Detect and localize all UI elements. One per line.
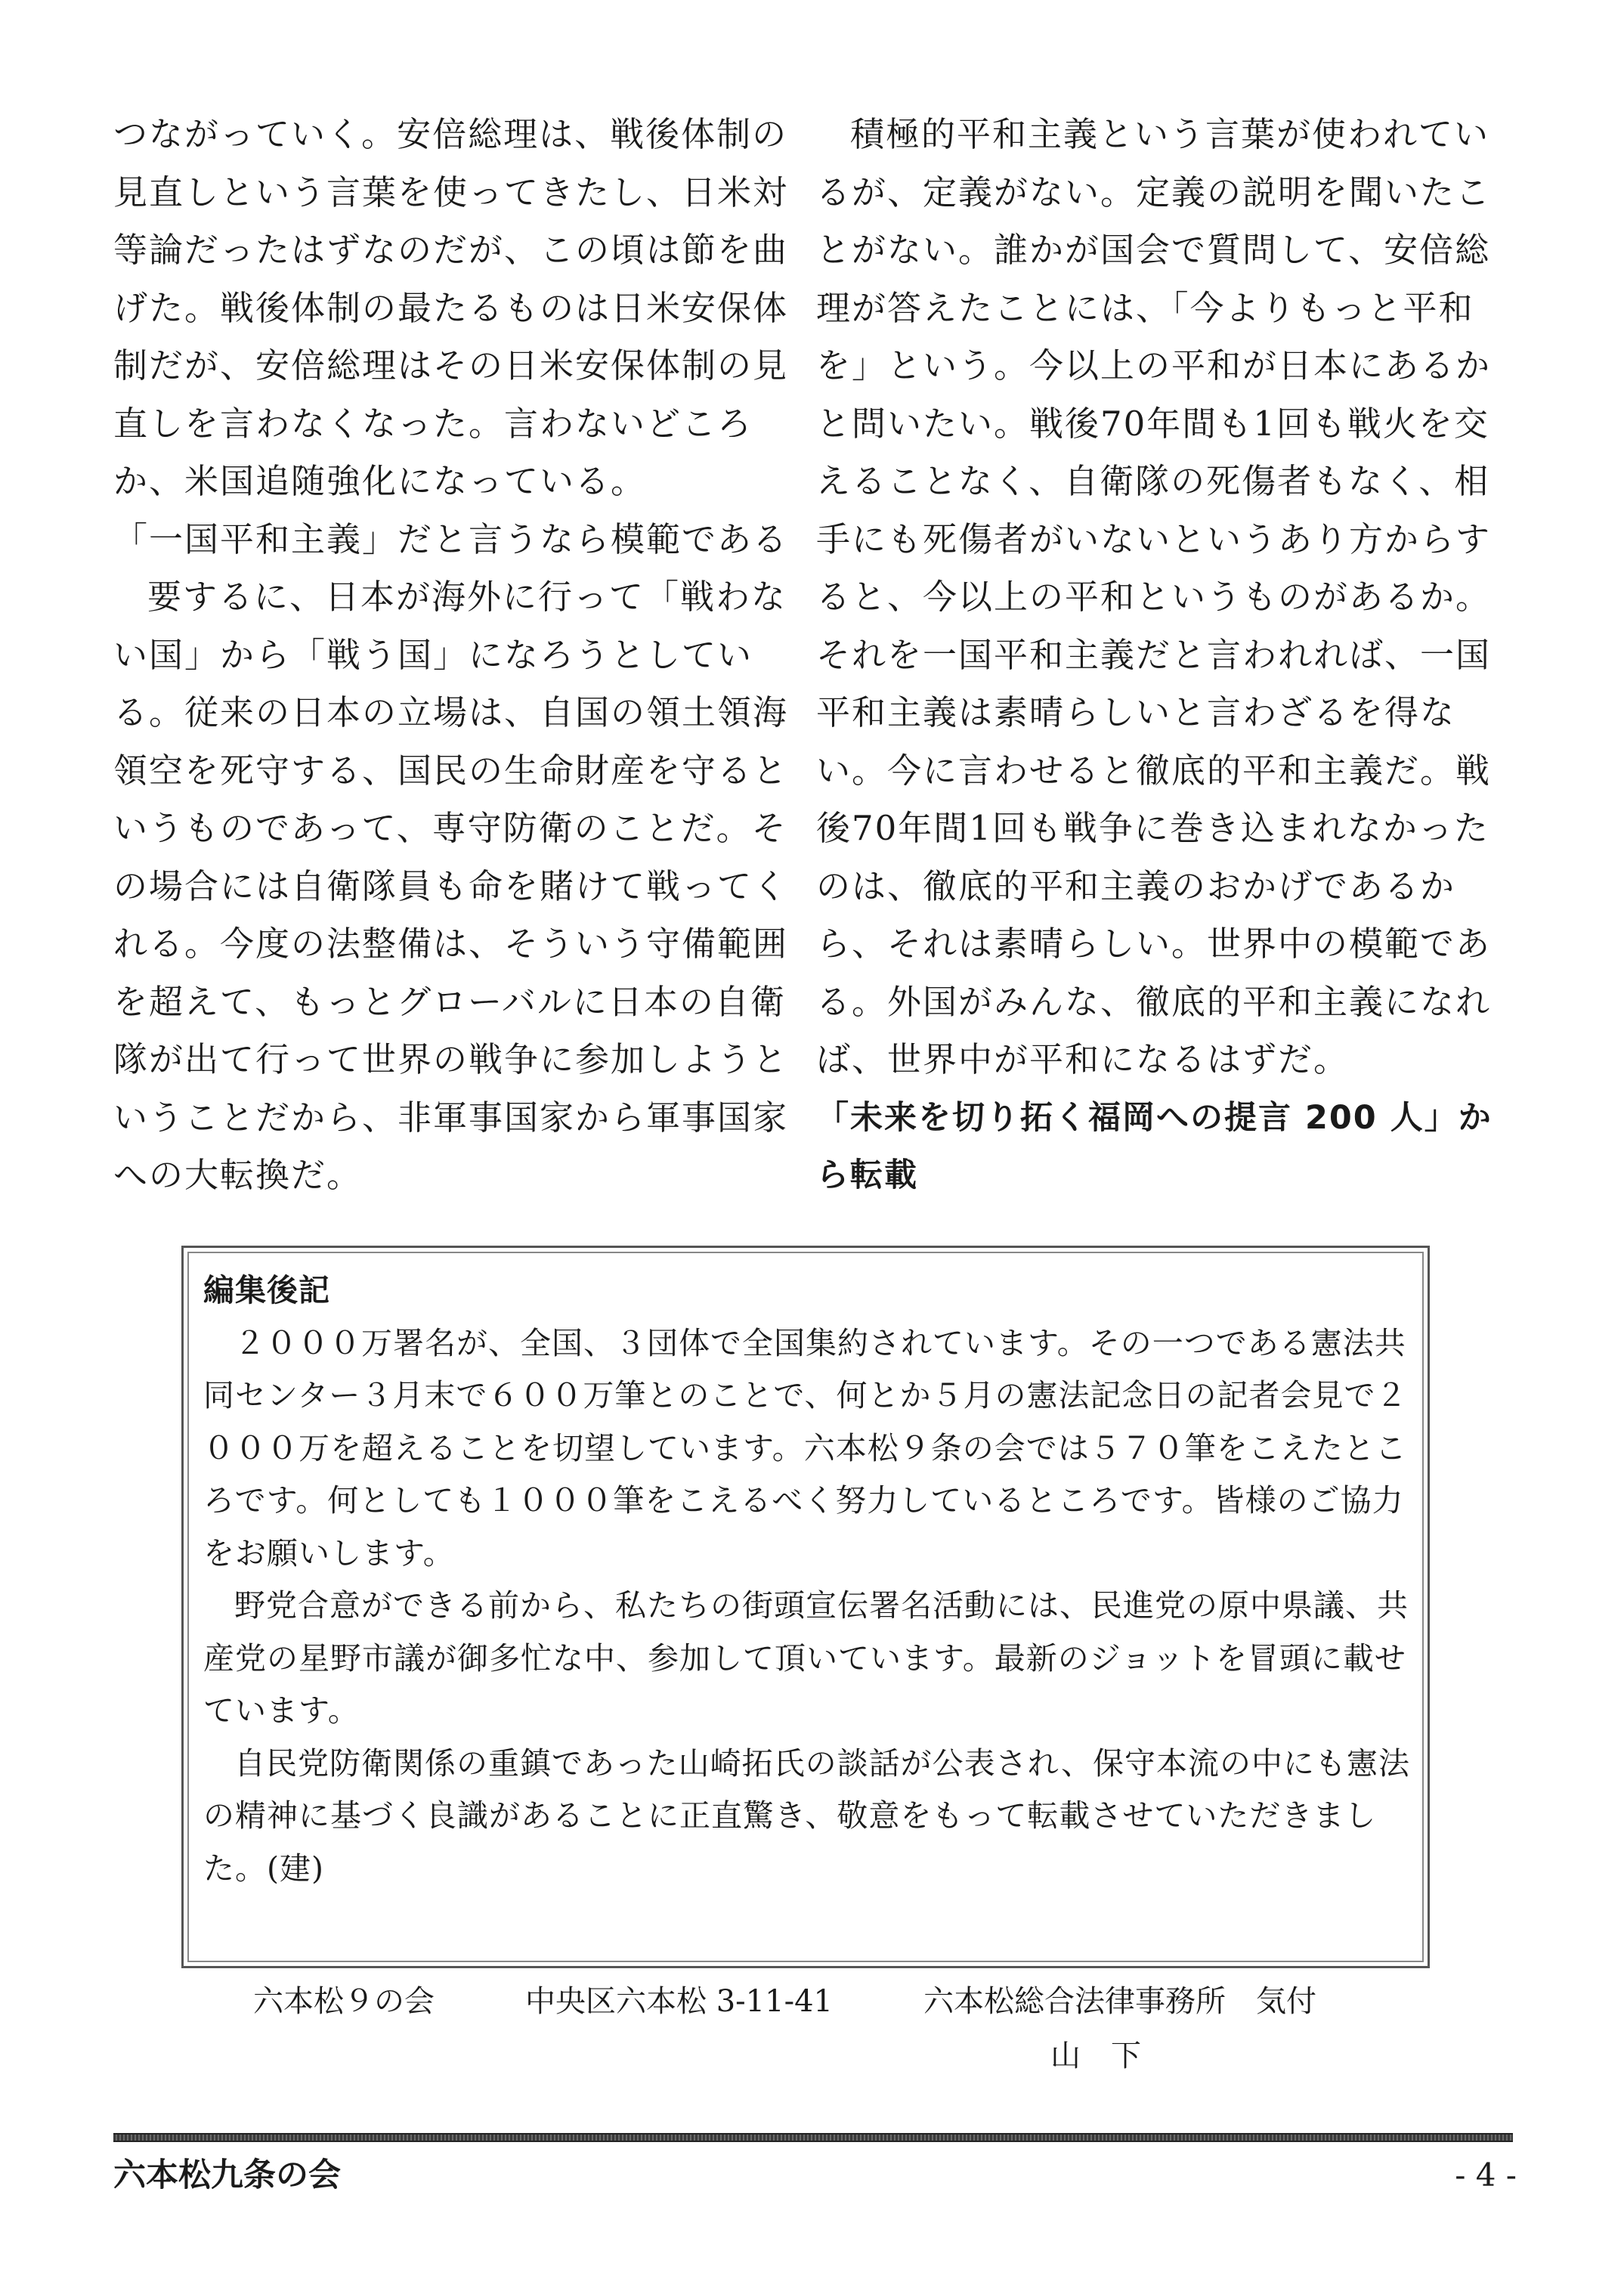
left-column (113, 106, 801, 1205)
source-credit: 「未来を切り拓く福岡への提言 200 人」から転載 (816, 1098, 1493, 1194)
footer-org: 六本松九条の会 (113, 2156, 341, 2194)
page-number: - 4 - (1455, 2156, 1517, 2193)
left-paragraph-1: つながっていく。安倍総理は、戦後体制の見直しという言葉を使ってきたし、日米対等論だったはずなのだが、この頃は節を曲げた。戦後体制の最たるものは日米安保体制だが、安倍総理はその日米安保体制の見直しを言わなくなった。言わないどころか、米国追随強化になっている。 (113, 114, 789, 501)
right-paragraph-1: 積極的平和主義という言葉が使われているが、定義がない。定義の説明を聞いたことがない。誰かが国会で質問して、安倍総理が答えたことには、「今よりもっと平和を」という。今以上の平和が日本にあるかと問いたい。戦後70年間も1回も戦火を交えることなく、自衛隊の死傷者もなく、相手にも死傷者がいないというあり方からすると、今以上の平和というものがあるか。それを一国平和主義だと言われれば、一国平和主義は素晴らしいと言わざるを得ない。今に言わせると徹底的平和主義だ。戦後70年間1回も戦争に巻き込まれなかったのは、徹底的平和主義のおかげであるから、それは素晴らしい。世界中の模範である。外国がみんな、徹底的平和主義になれば、世界中が平和になるはずだ。 (816, 114, 1492, 1079)
editor-note-paragraph-2: 野党合意ができる前から、私たちの街頭宣伝署名活動には、民進党の原中県議、共産党の星野市議が御多忙な中、参加して頂いています。最新のジョットを冒頭に載せています。 (203, 1587, 1409, 1729)
editor-note-title: 編集後記 (203, 1272, 330, 1308)
right-column (816, 106, 1504, 1205)
editor-note-paragraph-3: 自民党防衛関係の重鎮であった山崎拓氏の談話が公表され、保守本流の中にも憲法の精神に基づく良識があることに正直驚き、敬意をもって転載させていただきました。(建) (203, 1744, 1411, 1887)
editor-note-paragraph-1: ２０００万署名が、全国、３団体で全国集約されています。その一つである憲法共同センター３月末で６００万筆とのことで、何とか５月の憲法記念日の記者会見で２０００万を超えることを切望しています。六本松９条の会では５７０筆をこえたところです。何としても１０００筆をこえるべく努力しているところです。皆様のご協力をお願いします。 (203, 1324, 1408, 1571)
contact-org: 六本松９の会 (253, 1984, 435, 2019)
contact-address: 中央区六本松 3-11-41 (525, 1984, 833, 2019)
footer-rule (113, 2133, 1513, 2142)
contact-office: 六本松総合法律事務所 気付 (923, 1984, 1316, 2019)
contact-line (253, 1979, 1387, 2024)
left-paragraph-2: 要するに、日本が海外に行って「戦わない国」から「戦う国」になろうとしている。従来の日本の立場は、自国の領土領海領空を死守する、国民の生命財産を守るというものであって、専守防衛のことだ。その場合には自衛隊員も命を賭けて戦ってくれる。今度の法整備は、そういう守備範囲を超えて、もっとグローバルに日本の自衛隊が出て行って世界の戦争に参加しようということだから、非軍事国家から軍事国家への大転換だ。 (113, 577, 789, 1195)
contact-name: 山 下 (1050, 2039, 1141, 2073)
editor-note-content (203, 1265, 1412, 1895)
section-heading: 「一国平和主義」だと言うなら模範である (113, 519, 789, 559)
editor-note-box (181, 1246, 1430, 1968)
